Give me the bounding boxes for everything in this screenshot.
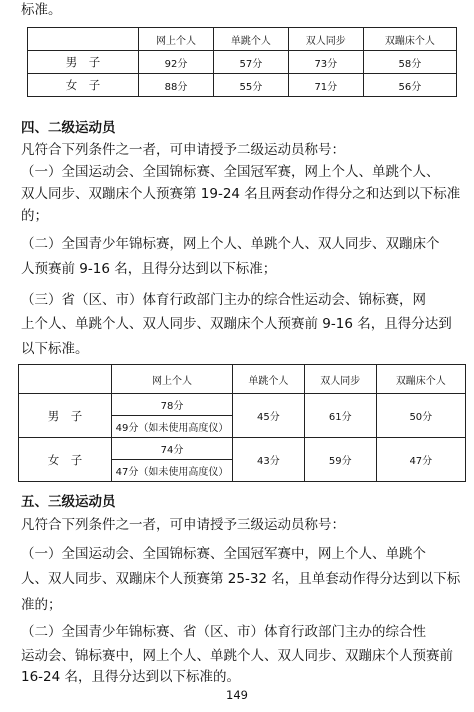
header-cell: 单跳个人 bbox=[233, 365, 305, 394]
table-cell: 92分 bbox=[139, 51, 214, 74]
section4-item3-line: （三）省（区、市）体育行政部门主办的综合性运动会、锦标赛，网 bbox=[21, 292, 426, 308]
level1-score-table bbox=[27, 27, 457, 97]
section4-item1-line: 双人同步、双蹦床个人预赛第 19-24 名且两套动作得分之和达到以下标准 bbox=[21, 186, 461, 202]
table-cell: 59分 bbox=[304, 438, 376, 482]
section4-heading: 四、二级运动员 bbox=[21, 120, 116, 136]
page-number: 149 bbox=[226, 688, 248, 702]
section4-item3-line: 以下标准。 bbox=[21, 341, 89, 357]
table-cell: 55分 bbox=[213, 74, 288, 97]
table-cell: 57分 bbox=[213, 51, 288, 74]
header-cell: 网上个人 bbox=[139, 28, 214, 51]
section5-item1-line: 准的； bbox=[21, 597, 62, 613]
header-cell: 双人同步 bbox=[288, 28, 363, 51]
table-header-row bbox=[28, 28, 457, 51]
table-row bbox=[19, 438, 466, 460]
table-cell: 47分 bbox=[376, 438, 465, 482]
table-cell: 88分 bbox=[139, 74, 214, 97]
section5-item1-line: （一）全国运动会、全国锦标赛、全国冠军赛中，网上个人、单跳个 bbox=[21, 546, 426, 562]
table-cell: 73分 bbox=[288, 51, 363, 74]
section4-item3-line: 上个人、单跳个人、双人同步、双蹦床个人预赛前 9-16 名，且得分达到 bbox=[21, 316, 452, 332]
section5-item1-line: 人、双人同步、双蹦床个人预赛第 25-32 名，且单套动作得分达到以下标 bbox=[21, 571, 461, 587]
section4-item2-line: 人预赛前 9-16 名，且得分达到以下标准； bbox=[21, 261, 277, 277]
header-cell bbox=[28, 28, 139, 51]
table-row bbox=[19, 394, 466, 416]
table-header-row bbox=[19, 365, 466, 394]
header-cell: 双蹦床个人 bbox=[363, 28, 456, 51]
section5-intro: 凡符合下列条件之一者，可申请授予三级运动员称号： bbox=[21, 517, 345, 533]
section4-item1-line: （一）全国运动会、全国锦标赛、全国冠军赛，网上个人、单跳个人、 bbox=[21, 164, 440, 180]
section4-intro: 凡符合下列条件之一者，可申请授予二级运动员称号： bbox=[21, 142, 345, 158]
header-cell bbox=[19, 365, 112, 394]
level2-score-table bbox=[18, 364, 466, 482]
section5-item2-line: （二）全国青少年锦标赛、省（区、市）体育行政部门主办的综合性 bbox=[21, 624, 426, 640]
table-cell: 50分 bbox=[376, 394, 465, 438]
table-cell: 74分 bbox=[112, 438, 233, 460]
section4-item1-line: 的； bbox=[21, 208, 48, 224]
row-label: 男 子 bbox=[19, 394, 112, 438]
row-label: 男 子 bbox=[28, 51, 139, 74]
table-row bbox=[28, 74, 457, 97]
header-cell: 网上个人 bbox=[112, 365, 233, 394]
header-cell: 双蹦床个人 bbox=[376, 365, 465, 394]
table-cell: 45分 bbox=[233, 394, 305, 438]
section4-item2-line: （二）全国青少年锦标赛，网上个人、单跳个人、双人同步、双蹦床个 bbox=[21, 236, 440, 252]
table-cell: 43分 bbox=[233, 438, 305, 482]
table-cell: 61分 bbox=[304, 394, 376, 438]
header-cell: 双人同步 bbox=[304, 365, 376, 394]
header-cell: 单跳个人 bbox=[213, 28, 288, 51]
row-label: 女 子 bbox=[28, 74, 139, 97]
table-cell: 49分（如未使用高度仪） bbox=[112, 416, 233, 438]
table-row bbox=[28, 51, 457, 74]
table-cell: 71分 bbox=[288, 74, 363, 97]
section5-item2-line: 运动会、锦标赛中，网上个人、单跳个人、双人同步、双蹦床个人预赛前 bbox=[21, 648, 453, 664]
table-cell: 47分（如未使用高度仪） bbox=[112, 460, 233, 482]
table-cell: 58分 bbox=[363, 51, 456, 74]
top-fragment: 标准。 bbox=[21, 2, 62, 18]
section5-heading: 五、三级运动员 bbox=[21, 494, 116, 510]
table-cell: 56分 bbox=[363, 74, 456, 97]
row-label: 女 子 bbox=[19, 438, 112, 482]
section5-item2-line: 16-24 名，且得分达到以下标准的。 bbox=[21, 669, 241, 685]
table-cell: 78分 bbox=[112, 394, 233, 416]
